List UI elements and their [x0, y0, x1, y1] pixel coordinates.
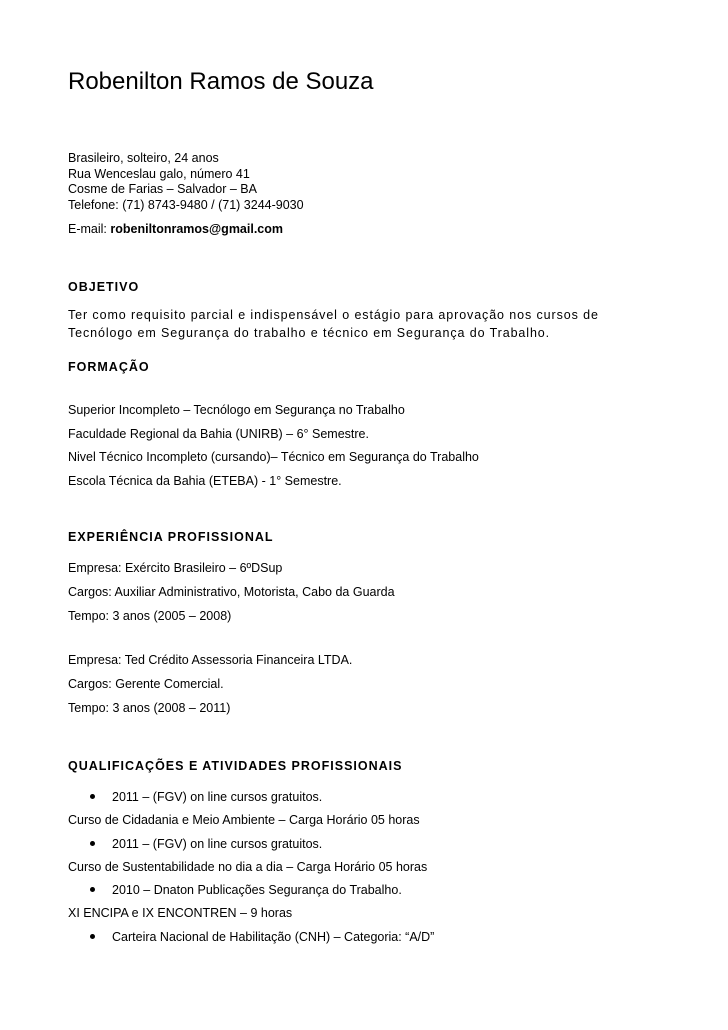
- resume-name: Robenilton Ramos de Souza: [68, 68, 374, 95]
- formacao-item: Nivel Técnico Incompleto (cursando)– Técnico em Segurança do Trabalho: [68, 450, 479, 464]
- objetivo-heading: OBJETIVO: [68, 280, 140, 294]
- objetivo-text-line-2: Tecnólogo em Segurança do trabalho e técnico em Segurança do Trabalho.: [68, 326, 551, 340]
- formacao-item: Superior Incompleto – Tecnólogo em Segurança no Trabalho: [68, 403, 405, 417]
- job-empresa: Empresa: Ted Crédito Assessoria Financeira LTDA.: [68, 653, 353, 667]
- bullet-icon: [90, 841, 95, 846]
- experiencia-heading: EXPERIÊNCIA PROFISSIONAL: [68, 530, 274, 544]
- qualificacao-bullet-item: [90, 883, 402, 897]
- job-cargos: Cargos: Gerente Comercial.: [68, 677, 224, 691]
- email-label: E-mail:: [68, 222, 111, 236]
- qualificacao-course: XI ENCIPA e IX ENCONTREN – 9 horas: [68, 906, 293, 920]
- bullet-icon: [90, 794, 95, 799]
- formacao-item: Faculdade Regional da Bahia (UNIRB) – 6° Semestre.: [68, 427, 369, 441]
- personal-line-phone: Telefone: (71) 8743-9480 / (71) 3244-9030: [68, 197, 304, 212]
- qualificacoes-heading: QUALIFICAÇÕES E ATIVIDADES PROFISSIONAIS: [68, 759, 403, 773]
- objetivo-text-line-1: Ter como requisito parcial e indispensável o estágio para aprovação nos cursos de: [68, 308, 599, 322]
- qualificacao-course: Curso de Cidadania e Meio Ambiente – Carga Horário 05 horas: [68, 813, 420, 827]
- personal-info: [68, 151, 304, 213]
- qualificacao-bullet-text: 2011 – (FGV) on line cursos gratuitos.: [112, 790, 323, 804]
- job-cargos: Cargos: Auxiliar Administrativo, Motorista, Cabo da Guarda: [68, 585, 395, 599]
- qualificacao-bullet-text: 2010 – Dnaton Publicações Segurança do Trabalho.: [112, 883, 402, 897]
- job-tempo: Tempo: 3 anos (2005 – 2008): [68, 609, 232, 623]
- email-address: robeniltonramos@gmail.com: [110, 222, 284, 236]
- job-empresa: Empresa: Exército Brasileiro – 6ºDSup: [68, 561, 283, 575]
- formacao-heading: FORMAÇÃO: [68, 360, 150, 374]
- qualificacao-bullet-item: [90, 790, 322, 804]
- bullet-icon: [90, 887, 95, 892]
- qualificacao-bullet-item: [90, 837, 322, 851]
- personal-line-address: Rua Wenceslau galo, número 41: [68, 166, 250, 181]
- formacao-item: Escola Técnica da Bahia (ETEBA) - 1° Semestre.: [68, 474, 342, 488]
- email-line: [68, 222, 283, 236]
- bullet-icon: [90, 934, 95, 939]
- qualificacao-bullet-text: Carteira Nacional de Habilitação (CNH) – Categoria: “A/D”: [112, 930, 435, 944]
- qualificacao-bullet-text: 2011 – (FGV) on line cursos gratuitos.: [112, 837, 323, 851]
- personal-line-nationality: Brasileiro, solteiro, 24 anos: [68, 151, 219, 165]
- qualificacao-course: Curso de Sustentabilidade no dia a dia – Carga Horário 05 horas: [68, 860, 428, 874]
- qualificacao-bullet-item: [90, 930, 434, 944]
- job-tempo: Tempo: 3 anos (2008 – 2011): [68, 701, 231, 715]
- personal-line-city: Cosme de Farias – Salvador – BA: [68, 182, 257, 196]
